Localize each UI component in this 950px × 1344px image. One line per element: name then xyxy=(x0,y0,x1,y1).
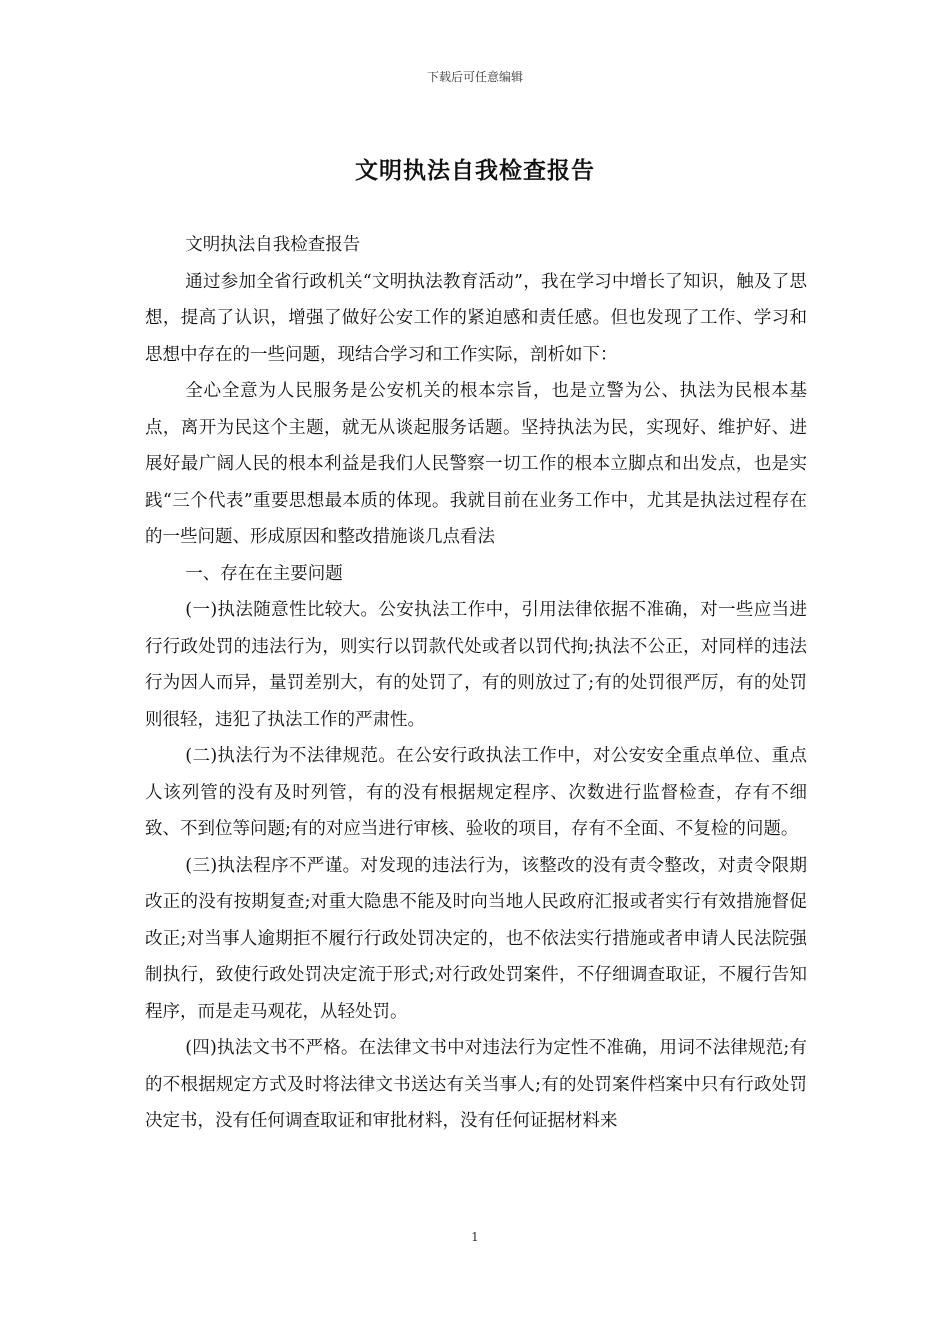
paragraph-item-4: (四)执法文书不严格。在法律文书中对违法行为定性不准确，用词不法律规范;有的不根据规定方式及时将法律文书送达有关当事人;有的处罚案件档案中只有行政处罚决定书，没有任何调查取证和审批材料，没有任何证据材料来 xyxy=(145,1038,807,1131)
paragraph-purpose: 全心全意为人民服务是公安机关的根本宗旨，也是立警为公、执法为民根本基点，离开为民这个主题，就无从谈起服务话题。坚持执法为民，实现好、维护好、进展好最广阔人民的根本利益是我们人民警察一切工作的根本立脚点和出发点，也是实践“三个代表”重要思想最本质的体现。我就目前在业务工作中，尤其是执法过程存在的一些问题、形成原因和整改措施谈几点看法 xyxy=(145,381,807,547)
paragraph-intro: 通过参加全省行政机关“文明执法教育活动”，我在学习中增长了知识，触及了思想，提高了认识，增强了做好公安工作的紧迫感和责任感。但也发现了工作、学习和思想中存在的一些问题，现结合学习和工作实际，剖析如下： xyxy=(145,271,807,365)
paragraph-item-3: (三)执法程序不严谨。对发现的违法行为，该整改的没有责令整改，对责令限期改正的没有按期复查;对重大隐患不能及时向当地人民政府汇报或者实行有效措施督促改正;对当事人逾期拒不履行行政处罚决定的，也不依法实行措施或者申请人民法院强制执行，致使行政处罚决定流于形式;对行政处罚案件，不仔细调查取证，不履行告知程序，而是走马观花，从轻处罚。 xyxy=(145,855,807,1022)
paragraph-item-1: (一)执法随意性比较大。公安执法工作中，引用法律依据不准确，对一些应当进行行政处罚的违法行为，则实行以罚款代处或者以罚代拘;执法不公正，对同样的违法行为因人而异，量罚差别大，有的处罚了，有的则放过了;有的处罚很严厉，有的处罚则很轻，违犯了执法工作的严肃性。 xyxy=(145,600,807,730)
document-title: 文明执法自我检查报告 xyxy=(355,157,595,184)
paragraph-item-2: (二)执法行为不法律规范。在公安行政执法工作中，对公安安全重点单位、重点人该列管的没有及时列管，有的没有根据规定程序、次数进行监督检查，存有不细致、不到位等问题;有的对应当进行审核、验收的项目，存有不全面、不复检的问题。 xyxy=(145,746,807,839)
paragraph-subtitle: 文明执法自我检查报告 xyxy=(185,235,361,255)
document-body xyxy=(145,227,807,1140)
section-heading: 一、存在在主要问题 xyxy=(185,563,343,584)
page-number: 1 xyxy=(471,1230,479,1244)
header-note: 下载后可任意编辑 xyxy=(426,70,523,84)
